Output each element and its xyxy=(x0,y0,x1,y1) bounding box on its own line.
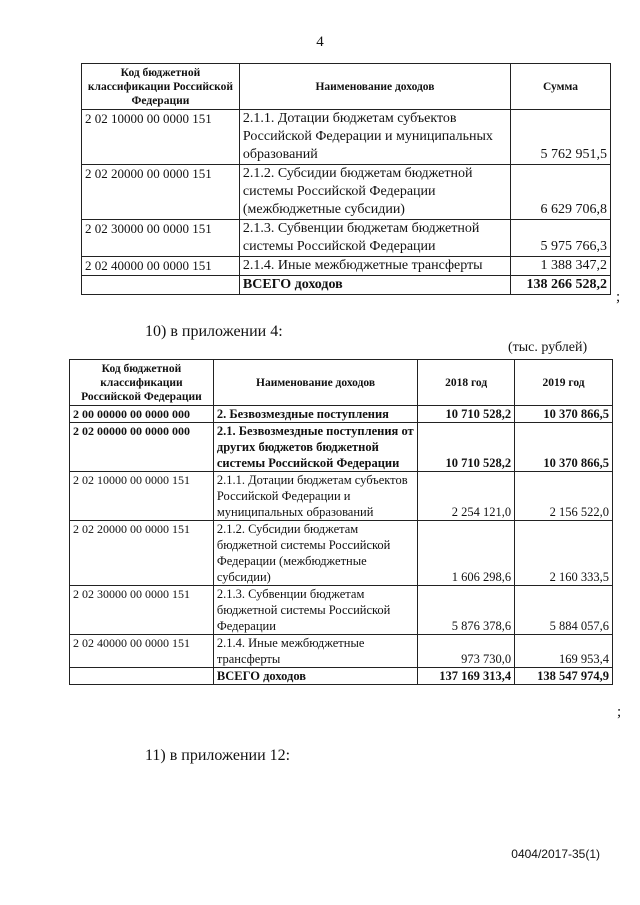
row-code: 2 02 10000 00 0000 151 xyxy=(70,472,214,521)
table-row xyxy=(82,110,611,165)
revenue-table-1 xyxy=(81,63,611,295)
header-code: Код бюджетной классификации Российской Федерации xyxy=(70,360,214,406)
total-sum: 138 266 528,2 xyxy=(511,276,611,295)
header-2018: 2018 год xyxy=(418,360,515,406)
table2-semicolon: ; xyxy=(617,704,622,720)
row-name: 2.1.3. Субвенции бюджетам бюджетной системы Российской Федерации xyxy=(239,220,510,257)
total-2019: 138 547 974,9 xyxy=(515,668,613,685)
row-name: 2. Безвозмездные поступления xyxy=(213,406,417,423)
total-row xyxy=(82,276,611,295)
row-2018: 5 876 378,6 xyxy=(418,586,515,635)
total-code xyxy=(82,276,240,295)
row-code: 2 02 00000 00 0000 000 xyxy=(70,423,214,472)
header-name: Наименование доходов xyxy=(213,360,417,406)
header-sum: Сумма xyxy=(511,64,611,110)
table-row xyxy=(82,220,611,257)
page-number: 4 xyxy=(316,34,324,50)
header-name: Наименование доходов xyxy=(239,64,510,110)
table-row xyxy=(70,423,613,472)
row-sum: 5 762 951,5 xyxy=(511,110,611,165)
total-code xyxy=(70,668,214,685)
row-2019: 10 370 866,5 xyxy=(515,406,613,423)
total-2018: 137 169 313,4 xyxy=(418,668,515,685)
total-label: ВСЕГО доходов xyxy=(239,276,510,295)
row-name: 2.1.3. Субвенции бюджетам бюджетной системы Российской Федерации xyxy=(213,586,417,635)
row-name: 2.1.4. Иные межбюджетные трансферты xyxy=(239,257,510,276)
row-2018: 973 730,0 xyxy=(418,635,515,668)
table-row xyxy=(82,257,611,276)
row-code: 2 02 10000 00 0000 151 xyxy=(82,110,240,165)
table-row xyxy=(70,406,613,423)
units-label: (тыс. рублей) xyxy=(508,340,588,355)
row-code: 2 02 30000 00 0000 151 xyxy=(82,220,240,257)
row-code: 2 02 30000 00 0000 151 xyxy=(70,586,214,635)
row-2019: 2 156 522,0 xyxy=(515,472,613,521)
document-code: 0404/2017-35(1) xyxy=(511,847,600,861)
table-row xyxy=(70,635,613,668)
row-sum: 6 629 706,8 xyxy=(511,165,611,220)
table1-semicolon: ; xyxy=(616,289,621,305)
header-2019: 2019 год xyxy=(515,360,613,406)
row-code: 2 02 40000 00 0000 151 xyxy=(70,635,214,668)
table-row xyxy=(70,472,613,521)
row-sum: 1 388 347,2 xyxy=(511,257,611,276)
total-label: ВСЕГО доходов xyxy=(213,668,417,685)
table-row xyxy=(70,521,613,586)
row-sum: 5 975 766,3 xyxy=(511,220,611,257)
row-name: 2.1.4. Иные межбюджетные трансферты xyxy=(213,635,417,668)
row-2019: 2 160 333,5 xyxy=(515,521,613,586)
paragraph-10: 10) в приложении 4: xyxy=(145,323,283,340)
row-2019: 10 370 866,5 xyxy=(515,423,613,472)
table-row xyxy=(70,586,613,635)
row-name: 2.1.1. Дотации бюджетам субъектов Российской Федерации и муниципальных образований xyxy=(239,110,510,165)
paragraph-11: 11) в приложении 12: xyxy=(145,747,291,764)
row-2018: 2 254 121,0 xyxy=(418,472,515,521)
row-code: 2 02 20000 00 0000 151 xyxy=(70,521,214,586)
row-2019: 169 953,4 xyxy=(515,635,613,668)
row-code: 2 02 20000 00 0000 151 xyxy=(82,165,240,220)
row-2019: 5 884 057,6 xyxy=(515,586,613,635)
row-2018: 10 710 528,2 xyxy=(418,423,515,472)
row-name: 2.1. Безвозмездные поступления от других бюджетов бюджетной системы Российской Федерации xyxy=(213,423,417,472)
row-code: 2 00 00000 00 0000 000 xyxy=(70,406,214,423)
header-code: Код бюджетной классификации Российской Федерации xyxy=(82,64,240,110)
row-code: 2 02 40000 00 0000 151 xyxy=(82,257,240,276)
total-row xyxy=(70,668,613,685)
row-name: 2.1.1. Дотации бюджетам субъектов Российской Федерации и муниципальных образований xyxy=(213,472,417,521)
row-2018: 10 710 528,2 xyxy=(418,406,515,423)
row-name: 2.1.2. Субсидии бюджетам бюджетной системы Российской Федерации (межбюджетные субсидии) xyxy=(213,521,417,586)
row-name: 2.1.2. Субсидии бюджетам бюджетной системы Российской Федерации (межбюджетные субсидии) xyxy=(239,165,510,220)
revenue-table-2 xyxy=(69,359,613,685)
table-row xyxy=(82,165,611,220)
row-2018: 1 606 298,6 xyxy=(418,521,515,586)
